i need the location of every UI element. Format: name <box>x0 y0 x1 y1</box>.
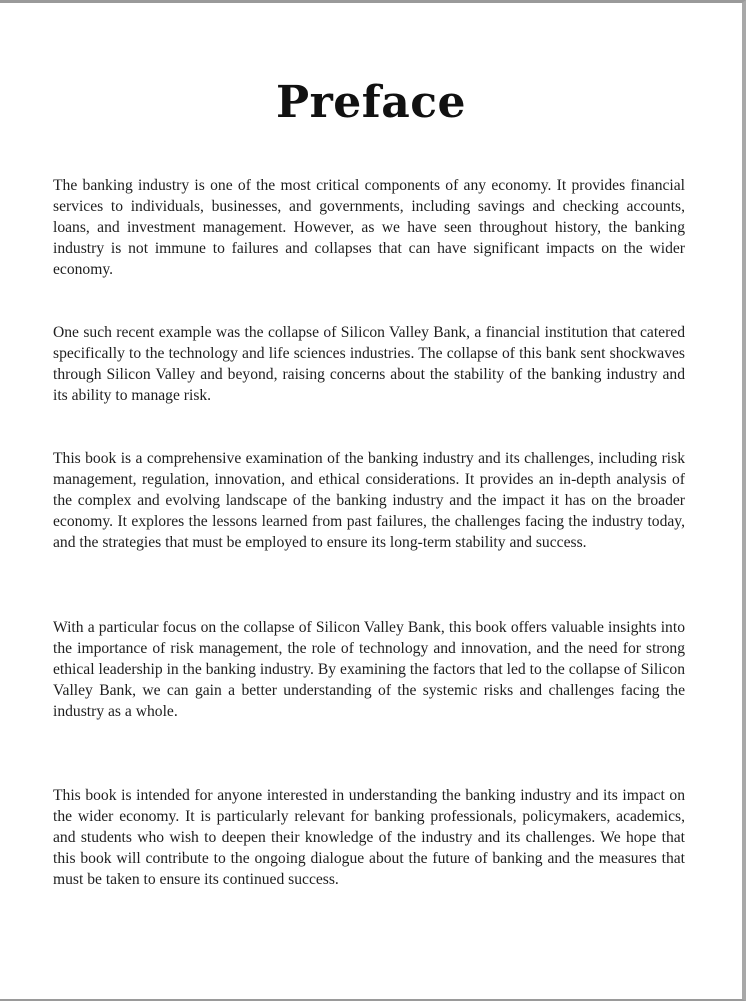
paragraph-5: This book is intended for anyone interested in understanding the banking industry and its impact on the wider economy. It is particularly relevant for banking professionals, policymakers, academics, and students who wish to deepen their knowledge of the industry and its challenges. We hope that this book will contribute to the ongoing dialogue about the future of banking and the measures that must be taken to ensure its continued success. <box>53 787 685 888</box>
paragraph-4: With a particular focus on the collapse of Silicon Valley Bank, this book offers valuable insights into the importance of risk management, the role of technology and innovation, and the need for strong ethical leadership in the banking industry. By examining the factors that led to the collapse of Silicon Valley Bank, we can gain a better understanding of the systemic risks and challenges facing the industry as a whole. <box>53 619 685 720</box>
paragraph-3: This book is a comprehensive examination of the banking industry and its challenges, including risk management, regulation, innovation, and ethical considerations. It provides an in-depth analysis of the complex and evolving landscape of the banking industry and the impact it has on the broader economy. It explores the lessons learned from past failures, the challenges facing the industry today, and the strategies that must be employed to ensure its long-term stability and success. <box>53 450 685 551</box>
paragraph-2: One such recent example was the collapse of Silicon Valley Bank, a financial institution that catered specifically to the technology and life sciences industries. The collapse of this bank sent shockwaves through Silicon Valley and beyond, raising concerns about the stability of the banking industry and its ability to manage risk. <box>53 324 685 404</box>
paragraph-1: The banking industry is one of the most critical components of any economy. It provides financial services to individuals, businesses, and governments, including savings and checking accounts, loans, and investment management. However, as we have seen throughout history, the banking industry is not immune to failures and collapses that can have significant impacts on the wider economy. <box>53 177 685 278</box>
page-title: Preface <box>276 77 466 128</box>
